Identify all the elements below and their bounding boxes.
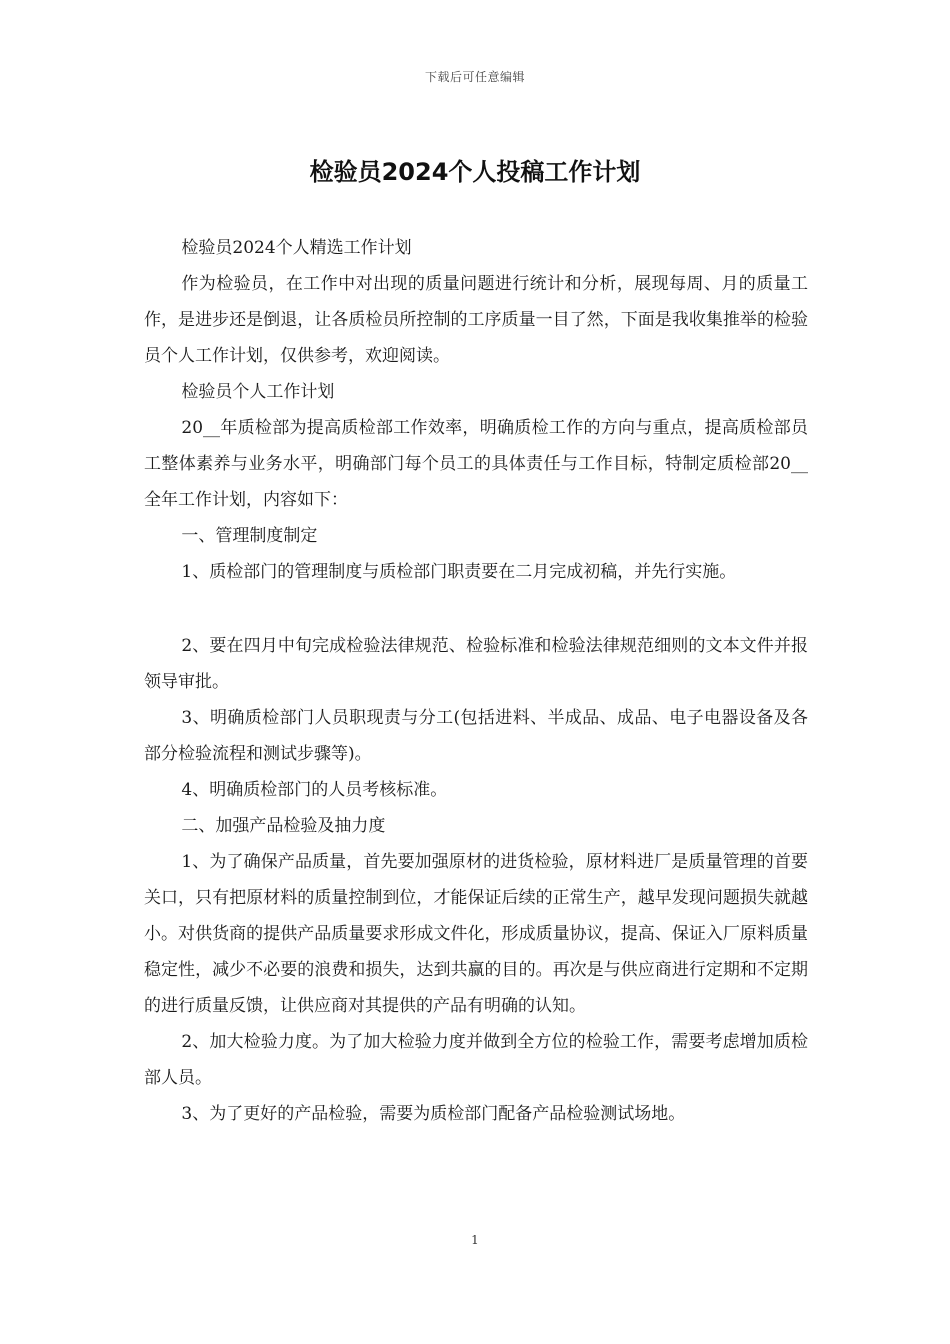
heading-inspection: 二、加强产品检验及抽力度: [181, 816, 386, 836]
header-note: 下载后可任意编辑: [424, 70, 525, 84]
paragraph-intro: 作为检验员，在工作中对出现的质量问题进行统计和分析，展现每周、月的质量工作，是进步还是倒退，让各质检员所控制的工序质量一目了然，下面是我收集推举的检验员个人工作计划，仅供参考，欢迎阅读。: [144, 274, 808, 366]
paragraph-section-heading: 检验员个人工作计划: [181, 382, 335, 402]
document-title: 检验员2024个人投稿工作计划: [309, 158, 641, 186]
list-item: 2、要在四月中旬完成检验法律规范、检验标准和检验法律规范细则的文本文件并报领导审批。: [144, 636, 808, 692]
list-item: 2、加大检验力度。为了加大检验力度并做到全方位的检验工作，需要考虑增加质检部人员。: [144, 1032, 808, 1088]
heading-management-system: 一、管理制度制定: [181, 526, 318, 546]
list-item: 3、明确质检部门人员职现责与分工(包括进料、半成品、成品、电子电器设备及各部分检验流程和测试步骤等)。: [144, 708, 808, 764]
list-item: 1、质检部门的管理制度与质检部门职责要在二月完成初稿，并先行实施。: [181, 562, 737, 582]
paragraph-overview: 20__年质检部为提高质检部工作效率，明确质检工作的方向与重点，提高质检部员工整体素养与业务水平，明确部门每个员工的具体责任与工作目标，特制定质检部20__全年工作计划，内容如下：: [144, 418, 808, 510]
document-body: [144, 230, 808, 1132]
paragraph-subtitle: 检验员2024个人精选工作计划: [181, 238, 412, 258]
list-item: 1、为了确保产品质量，首先要加强原材的进货检验，原材料进厂是质量管理的首要关口，只有把原材料的质量控制到位，才能保证后续的正常生产，越早发现问题损失就越小。对供货商的提供产品质量要求形成文件化，形成质量协议，提高、保证入厂原料质量稳定性，减少不必要的浪费和损失，达到共赢的目的。再次是与供应商进行定期和不定期的进行质量反馈，让供应商对其提供的产品有明确的认知。: [144, 852, 808, 1016]
list-item: 4、明确质检部门的人员考核标准。: [181, 780, 448, 800]
page-number: 1: [471, 1233, 479, 1247]
blank-line: [144, 590, 808, 628]
list-item: 3、为了更好的产品检验，需要为质检部门配备产品检验测试场地。: [181, 1104, 686, 1124]
